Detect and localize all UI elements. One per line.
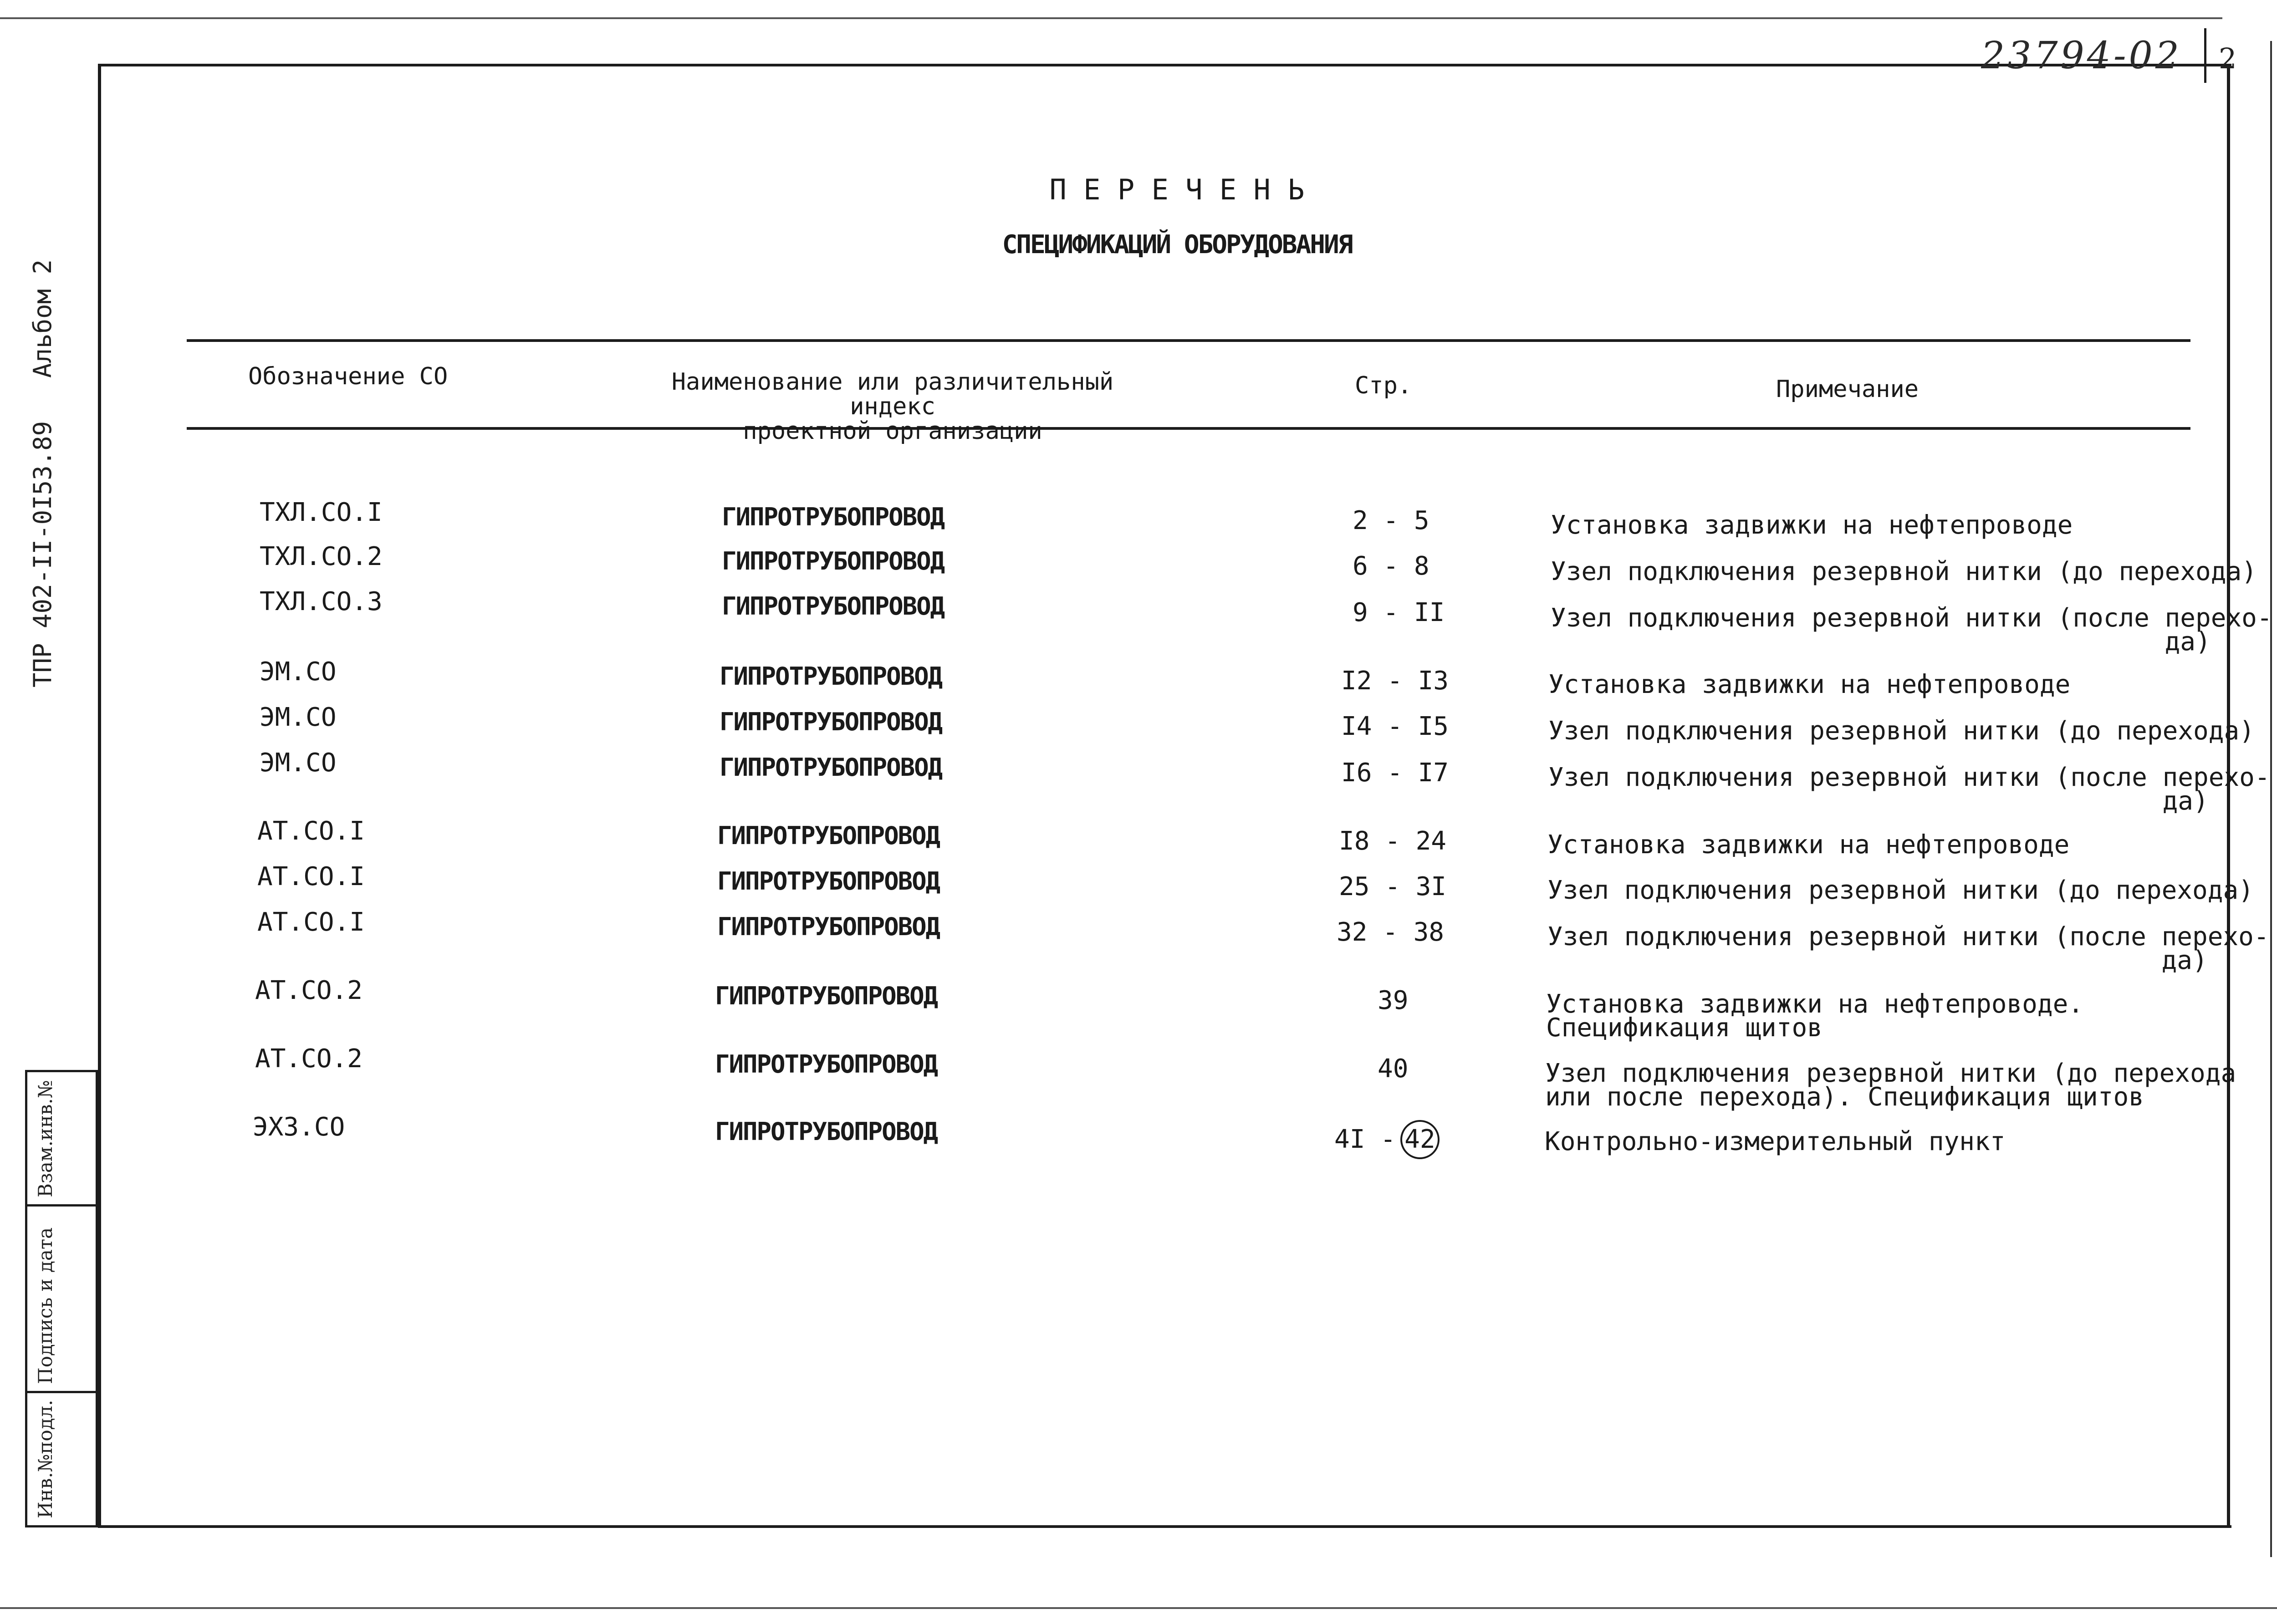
row-pages-prefix: 4I - [1334, 1125, 1396, 1154]
header-name-line1: Наименование или различительный индекс [671, 368, 1114, 420]
row-code: АТ.СО.I [257, 862, 365, 891]
row-pages: 9 - II [1353, 598, 1445, 627]
row-note: Узел подключения резервной нитки (до перехода) [1551, 557, 2257, 586]
row-org: ГИПРОТРУБОПРОВОД [715, 982, 938, 1010]
row-code: АТ.СО.I [257, 816, 365, 846]
frame-bottom [98, 1525, 2231, 1528]
row-pages [1334, 1120, 1440, 1159]
row-note: Контрольно-измерительный пункт [1545, 1127, 2006, 1156]
row-pages: 40 [1378, 1054, 1409, 1084]
stamp-label-signature: Подпись и дата [34, 1227, 56, 1384]
row-org: ГИПРОТРУБОПРОВОД [717, 912, 940, 941]
circled-page-number: 42 [1400, 1120, 1440, 1159]
row-code: АТ.СО.I [257, 907, 365, 937]
row-note: Узел подключения резервной нитки (до перехода) [1548, 716, 2255, 746]
row-code: АТ.СО.2 [255, 1044, 363, 1074]
row-pages: I8 - 24 [1339, 826, 1447, 856]
side-album-title [28, 260, 57, 378]
row-org: ГИПРОТРУБОПРОВОД [715, 1050, 938, 1079]
row-code: ЭХЗ.СО [253, 1112, 345, 1142]
row-note: Установка задвижки на нефтепроводе [1547, 830, 2070, 860]
page-title: П Е Р Е Ч Е Н Ь [1049, 173, 1305, 206]
row-code: ТХЛ.СО.3 [260, 587, 383, 616]
row-org: ГИПРОТРУБОПРОВОД [720, 708, 942, 736]
frame-top [98, 64, 2231, 66]
sheet-number: 2 [2219, 42, 2237, 75]
row-org: ГИПРОТРУБОПРОВОД [720, 753, 942, 782]
header-page: Стр. [1355, 372, 1412, 399]
side-project-title [28, 421, 57, 687]
row-pages: I2 - I3 [1341, 666, 1449, 696]
document-number: 23794-02 [1981, 34, 2182, 77]
stamp-label-replacement: Взам.инв.№ [34, 1080, 56, 1197]
row-note: Узел подключения резервной нитки (после перехо- да) [1551, 603, 2272, 657]
row-note: Узел подключения резервной нитки (до перехода или после перехода). Спецификация щитов [1545, 1059, 2236, 1112]
page-subtitle: СПЕЦИФИКАЦИЙ ОБОРУДОВАНИЯ [1002, 230, 1352, 260]
row-code: ЭМ.СО [260, 703, 337, 732]
side-album: Альбом 2 [28, 259, 57, 378]
row-org: ГИПРОТРУБОПРОВОД [717, 867, 940, 896]
row-code: ТХЛ.СО.I [260, 498, 383, 527]
row-pages: 2 - 5 [1353, 506, 1430, 535]
paper-right-edge [2270, 41, 2272, 1557]
side-project-code: ТПР 402-II-0I53.89 [28, 421, 57, 687]
row-code: ТХЛ.СО.2 [260, 542, 383, 571]
row-note: Узел подключения резервной нитки (после перехо- да) [1548, 763, 2270, 816]
row-note: Узел подключения резервной нитки (до перехода) [1547, 876, 2254, 905]
row-org: ГИПРОТРУБОПРОВОД [722, 503, 944, 531]
table-header-bottom-rule [187, 427, 2190, 430]
row-note: Узел подключения резервной нитки (после перехо- да) [1547, 922, 2269, 975]
row-note: Установка задвижки на нефтепроводе [1551, 510, 2073, 540]
row-org: ГИПРОТРУБОПРОВОД [722, 592, 944, 621]
frame-left [98, 64, 101, 1527]
row-code: АТ.СО.2 [255, 976, 363, 1005]
row-note: Установка задвижки на нефтепроводе. Спецификация щитов [1546, 989, 2084, 1043]
row-org: ГИПРОТРУБОПРОВОД [722, 547, 944, 575]
header-name [624, 370, 1161, 443]
row-pages: 32 - 38 [1337, 917, 1445, 947]
row-org: ГИПРОТРУБОПРОВОД [715, 1117, 938, 1146]
row-pages: 6 - 8 [1353, 551, 1430, 581]
row-code: ЭМ.СО [260, 657, 337, 687]
header-note: Примечание [1776, 376, 1919, 403]
paper-bottom-edge [0, 1607, 2277, 1609]
row-note: Установка задвижки на нефтепроводе [1548, 670, 2071, 699]
row-pages: I6 - I7 [1341, 758, 1449, 788]
row-pages: I4 - I5 [1341, 712, 1449, 741]
row-org: ГИПРОТРУБОПРОВОД [720, 662, 942, 691]
header-designation: Обозначение СО [248, 363, 448, 390]
table-top-rule [187, 339, 2190, 342]
paper-top-edge [0, 17, 2222, 19]
row-pages: 39 [1378, 986, 1409, 1015]
header-name-line2: проектной организации [743, 417, 1042, 445]
row-pages: 25 - 3I [1339, 872, 1447, 901]
row-org: ГИПРОТРУБОПРОВОД [717, 821, 940, 850]
sheet-number-box-left [2204, 28, 2206, 83]
row-code: ЭМ.СО [260, 748, 337, 778]
stamp-label-inventory: Инв.№подл. [34, 1400, 56, 1518]
